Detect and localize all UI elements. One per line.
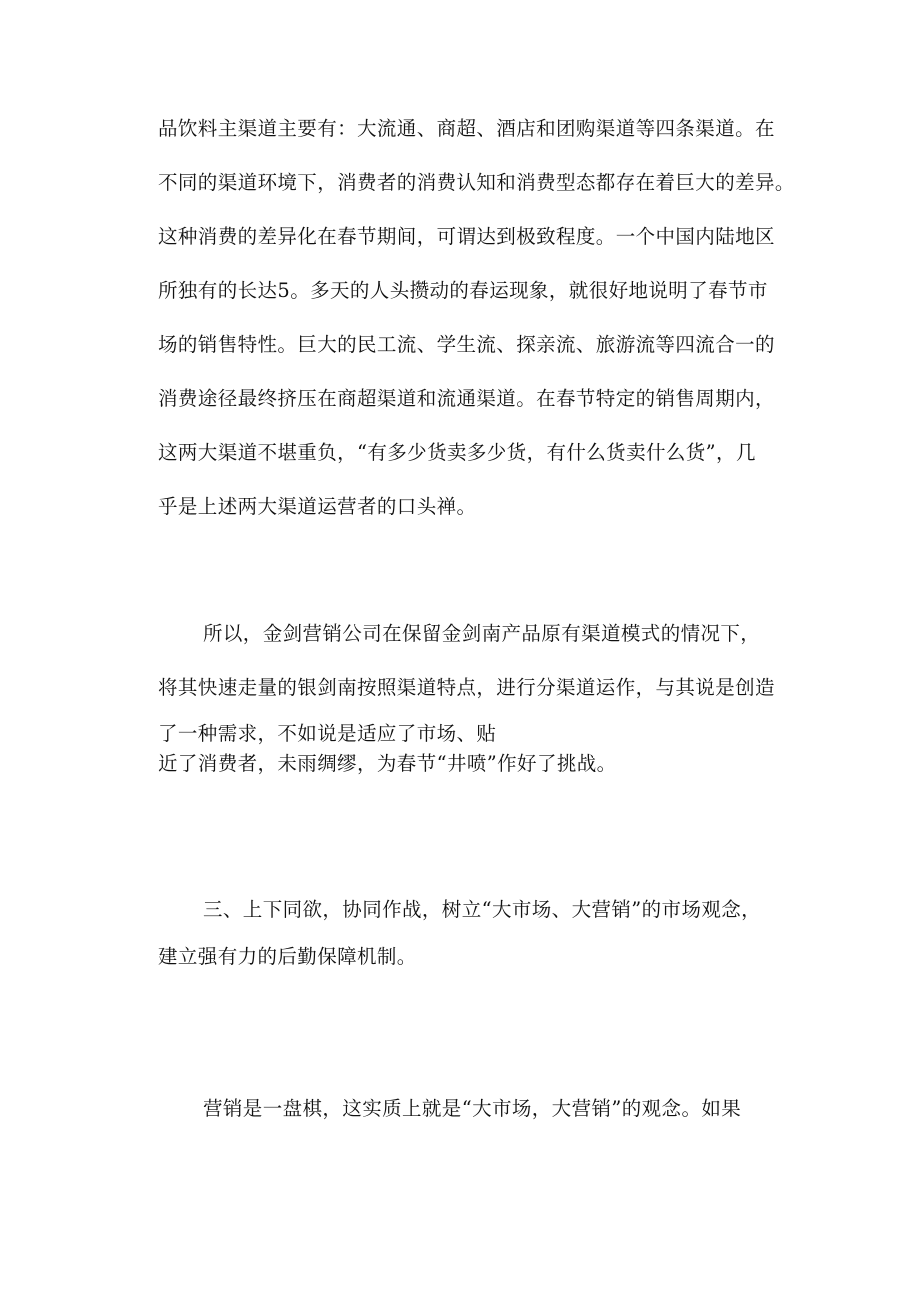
paragraph-1-line-2: 不同的渠道环境下，消费者的消费认知和消费型态都存在着巨大的差异。	[158, 171, 795, 194]
paragraph-1-line-4: 所独有的长达5。多天的人头攒动的春运现象，就很好地说明了春节市	[158, 279, 768, 302]
paragraph-2-line-3: 了一种需求，不如说是适应了市场、贴	[158, 722, 497, 745]
paragraph-2-line-1: 所以，金剑营销公司在保留金剑南产品原有渠道模式的情况下，	[203, 622, 761, 645]
paragraph-3-line-1: 三、上下同欲，协同作战，树立“大市场、大营销”的市场观念，	[203, 898, 762, 921]
paragraph-1-line-3: 这种消费的差异化在春节期间，可谓达到极致程度。一个中国内陆地区	[158, 225, 775, 248]
paragraph-1-line-1: 品饮料主渠道主要有：大流通、商超、酒店和团购渠道等四条渠道。在	[158, 117, 775, 140]
paragraph-1-line-6: 消费途径最终挤压在商超渠道和流通渠道。在春节特定的销售周期内，	[158, 387, 775, 410]
paragraph-2-line-4: 近了消费者，未雨绸缪，为春节“井喷”作好了挑战。	[158, 752, 617, 775]
paragraph-1-line-8: 乎是上述两大渠道运营者的口头禅。	[158, 495, 477, 518]
paragraph-4-line-1: 营销是一盘棋，这实质上就是“大市场，大营销”的观念。如果	[203, 1097, 742, 1120]
paragraph-3-line-2: 建立强有力的后勤保障机制。	[158, 945, 417, 968]
paragraph-1-line-7: 这两大渠道不堪重负，“有多少货卖多少货，有什么货卖什么货”，几	[158, 441, 756, 464]
paragraph-2-line-2: 将其快速走量的银剑南按照渠道特点，进行分渠道运作，与其说是创造	[158, 676, 775, 699]
paragraph-1-line-5: 场的销售特性。巨大的民工流、学生流、探亲流、旅游流等四流合一的	[158, 333, 775, 356]
